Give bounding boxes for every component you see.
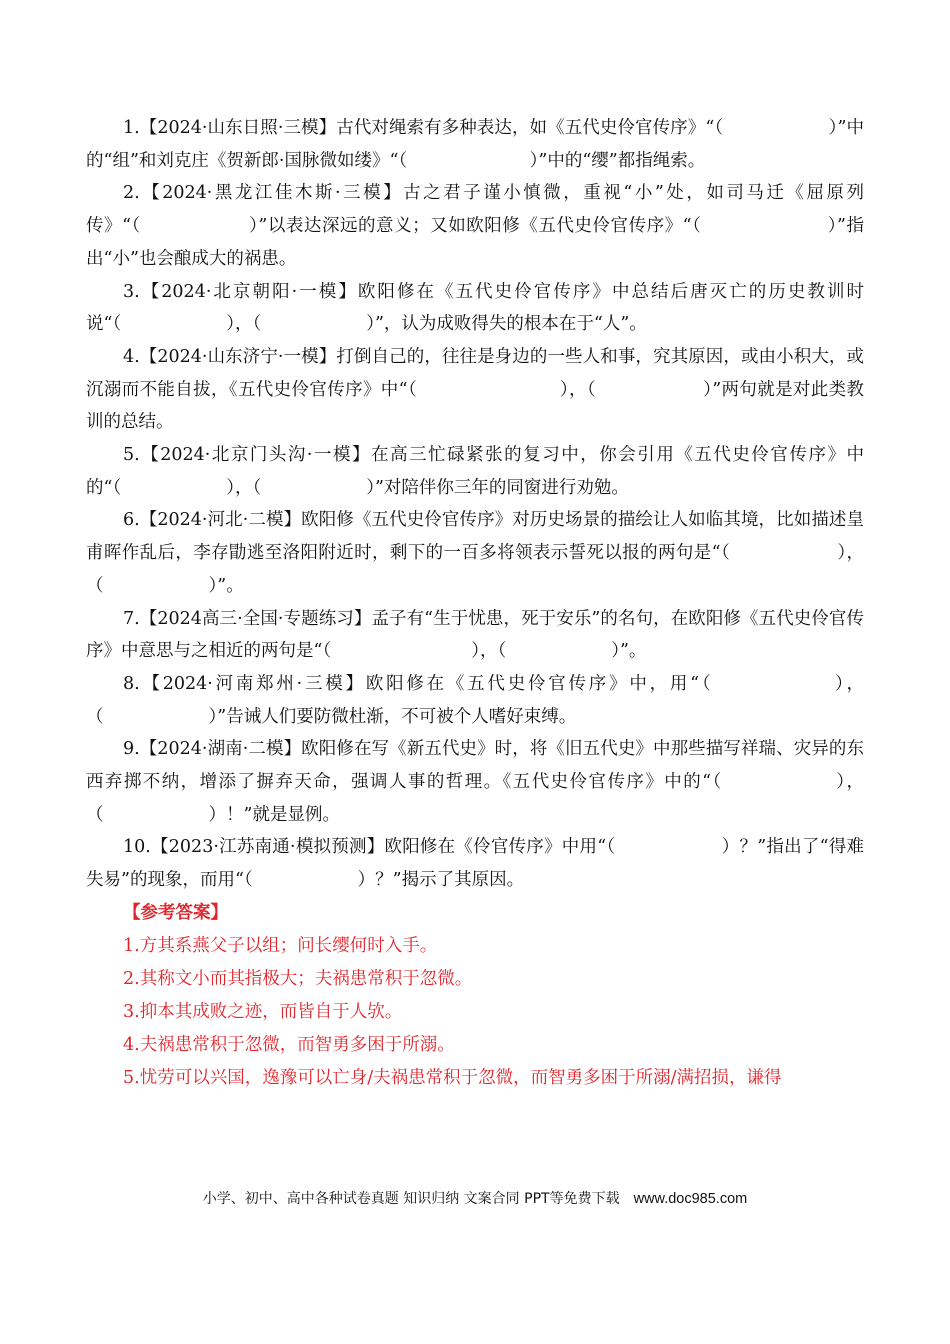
footer-url[interactable]: www.doc985.com	[633, 1191, 748, 1207]
answer-5: 5.忧劳可以兴国，逸豫可以亡身/夫祸患常积于忽微，而智勇多困于所溺/满招损，谦得	[123, 1067, 782, 1088]
question-3: 3.【2024·北京朝阳·一模】欧阳修在《五代史伶官传序》中总结后唐灭亡的历史教训时说“（ ），（ ）”，认为成败得失的根本在于“人”。	[86, 281, 864, 335]
question-list	[86, 112, 864, 1095]
question-5: 5.【2024·北京门头沟·一模】在高三忙碌紧张的复习中，你会引用《五代史伶官传序》中的“（ ），（ ）”对陪伴你三年的同窗进行劝勉。	[86, 445, 864, 498]
answer-3: 3.抑本其成败之迹，而皆自于人欤。	[123, 1001, 403, 1022]
answer-heading: 【参考答案】	[123, 902, 228, 923]
question-2: 2.【2024·黑龙江佳木斯·三模】古之君子谨小慎微，重视“小”处，如司马迁《屈原列传》“（ ）”以表达深远的意义；又如欧阳修《五代史伶官传序》“（ ）”指出“小”也会酿成大的祸患。	[86, 183, 864, 269]
question-10: 10.【2023·江苏南通·模拟预测】欧阳修在《伶官传序》中用“（ ）？”指出了“得难失易”的现象，而用“（ ）？”揭示了其原因。	[86, 837, 864, 891]
footer-text: 小学、初中、高中各种试卷真题 知识归纳 文案合同 PPT等免费下载	[202, 1191, 620, 1207]
answer-4: 4.夫祸患常积于忽微，而智勇多困于所溺。	[123, 1034, 455, 1055]
question-7: 7.【2024高三·全国·专题练习】孟子有“生于忧患，死于安乐”的名句，在欧阳修《五代史伶官传序》中意思与之相近的两句是“（ ），（ ）”。	[86, 608, 864, 662]
question-1: 1.【2024·山东日照·三模】古代对绳索有多种表达，如《五代史伶官传序》“（ ）”中的“组”和刘克庄《贺新郎·国脉微如缕》“（ ）”中的“缨”都指绳索。	[86, 118, 864, 171]
question-4: 4.【2024·山东济宁·一模】打倒自己的，往往是身边的一些人和事，究其原因，或由小积大，或沉溺而不能自拔，《五代史伶官传序》中“（ ），（ ）”两句就是对此类教训的总结。	[86, 346, 864, 433]
page-footer	[0, 1188, 950, 1208]
question-6: 6.【2024·河北·二模】欧阳修《五代史伶官传序》对历史场景的描绘让人如临其境，比如描述皇甫晖作乱后，李存勖逃至洛阳附近时，剩下的一百多将领表示誓死以报的两句是“（ ），（ ）”。	[86, 510, 864, 596]
question-9: 9.【2024·湖南·二模】欧阳修在写《新五代史》时，将《旧五代史》中那些描写祥瑞、灾异的东西弃掷不纳，增添了摒弃天命，强调人事的哲理。《五代史伶官传序》中的“（ ），（ ）！”就是显例。	[86, 739, 864, 825]
answer-1: 1.方其系燕父子以组；问长缨何时入手。	[123, 935, 438, 956]
question-8: 8.【2024·河南郑州·三模】欧阳修在《五代史伶官传序》中，用“（ ），（ ）”告诫人们要防微杜渐，不可被个人嗜好束缚。	[86, 673, 864, 727]
answer-2: 2.其称文小而其指极大；夫祸患常积于忽微。	[123, 968, 473, 989]
